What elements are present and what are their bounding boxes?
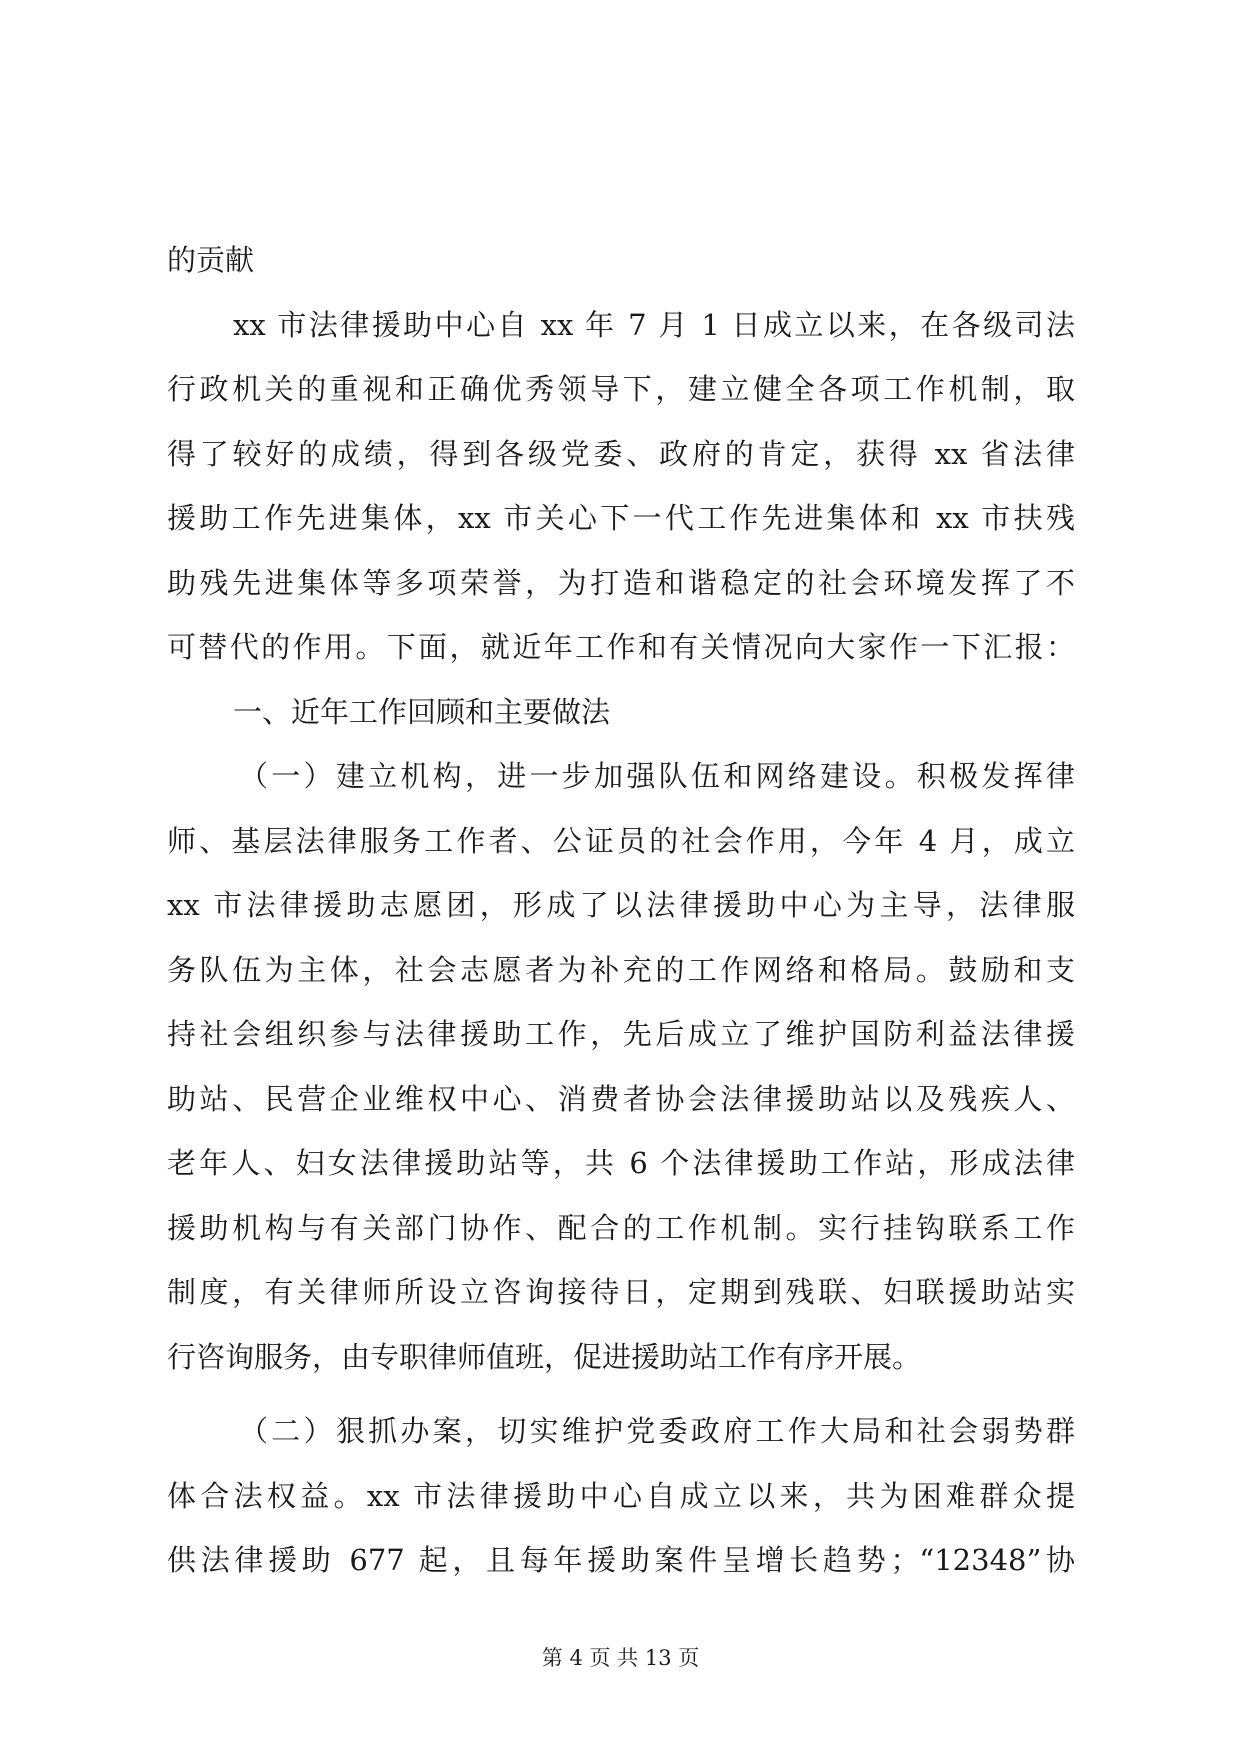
- text-line: 务队伍为主体，社会志愿者为补充的工作网络和格局。鼓励和支: [167, 952, 1075, 987]
- paragraph-gap: [167, 1389, 1075, 1399]
- text-line: 制度，有关律师所设立咨询接待日，定期到残联、妇联援助站实: [167, 1275, 1075, 1309]
- text-line: 供法律援助 677 起，且每年援助案件呈增长趋势；“12348”协: [167, 1543, 1075, 1577]
- text-line: 助站、民营企业维权中心、消费者协会法律援助站以及残疾人、: [167, 1081, 1075, 1116]
- text-line: 持社会组织参与法律援助工作，先后成立了维护国防利益法律援: [167, 1017, 1075, 1051]
- text-line: xx 市法律援助志愿团，形成了以法律援助中心为主导，法律服: [167, 888, 1075, 922]
- section-heading: 一、近年工作回顾和主要做法: [233, 694, 611, 729]
- text-line: 行咨询服务，由专职律师值班，促进援助站工作有序开展。: [167, 1339, 922, 1374]
- text-line: 得了较好的成绩，得到各级党委、政府的肯定，获得 xx 省法律: [167, 436, 1075, 471]
- text-line: （一）建立机构，进一步加强队伍和网络建设。积极发挥律: [239, 759, 1075, 793]
- page-number-footer: 第 4 页 共 13 页: [541, 1646, 700, 1670]
- document-body: [167, 228, 1075, 1593]
- text-line: （二）狠抓办案，切实维护党委政府工作大局和社会弱势群: [239, 1414, 1075, 1448]
- text-line: 的贡献: [167, 243, 255, 277]
- text-line: 师、基层法律服务工作者、公证员的社会作用，今年 4 月，成立: [167, 823, 1075, 858]
- text-line: xx 市法律援助中心自 xx 年 7 月 1 日成立以来，在各级司法: [233, 307, 1075, 342]
- text-line: 可替代的作用。下面，就近年工作和有关情况向大家作一下汇报：: [167, 630, 1075, 664]
- text-line: 体合法权益。xx 市法律援助中心自成立以来，共为困难群众提: [167, 1478, 1075, 1513]
- text-line: 助残先进集体等多项荣誉，为打造和谐稳定的社会环境发挥了不: [167, 565, 1075, 600]
- text-line: 行政机关的重视和正确优秀领导下，建立健全各项工作机制，取: [167, 372, 1075, 406]
- text-line: 援助机构与有关部门协作、配合的工作机制。实行挂钩联系工作: [167, 1210, 1075, 1245]
- text-line: 援助工作先进集体，xx 市关心下一代工作先进集体和 xx 市扶残: [167, 501, 1075, 535]
- text-line: 老年人、妇女法律援助站等，共 6 个法律援助工作站，形成法律: [167, 1146, 1075, 1180]
